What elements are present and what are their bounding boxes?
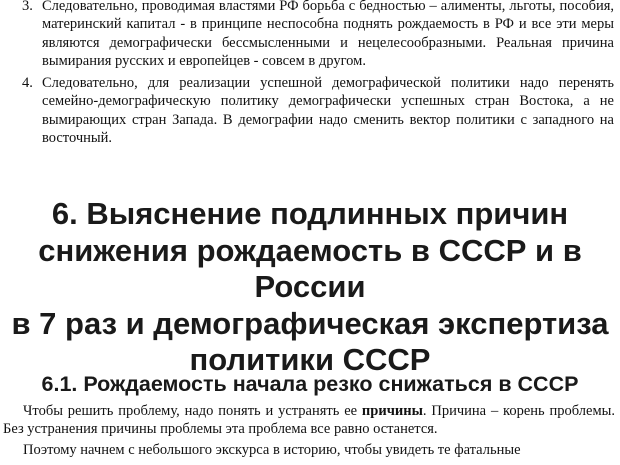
section-heading-line-2: снижения рождаемость в СССР и в России xyxy=(38,232,582,304)
section-heading-line-4: политики СССР xyxy=(189,342,431,377)
section-heading-line-1: 6. Выяснение подлинных причин xyxy=(51,196,569,231)
list-item-number: 3. xyxy=(22,0,33,14)
body-paragraph-2: Поэтому начнем с небольшого экскурса в историю, чтобы увидеть те фатальные xyxy=(23,442,521,458)
emphasized-word: причины xyxy=(361,403,423,419)
section-heading xyxy=(0,196,620,379)
subsection-heading: 6.1. Рождаемость начала резко снижаться в СССР xyxy=(41,372,579,396)
list-item-3 xyxy=(22,0,614,71)
list-item-4 xyxy=(22,74,614,148)
section-heading-line-3: в 7 раз и демографическая экспертиза xyxy=(11,305,609,341)
paragraph-text: Чтобы решить проблему, надо понять и устранять ее xyxy=(23,403,362,419)
paragraph-text: . Причина – корень проблемы. Без устранения причины проблемы эта проблема все равно останется. xyxy=(3,403,615,438)
list-item-text: Следовательно, для реализации успешной демографической политики надо перенять семейно-демографическую политику демографически успешных стран Востока, а не вымирающих стран Запада. В демографии надо сменить вектор политики с западного на восточный. xyxy=(42,75,614,147)
body-paragraph-1 xyxy=(3,402,615,439)
list-item-number: 4. xyxy=(22,75,33,91)
list-item-text: Следовательно, проводимая властями РФ борьба с бедностью – алименты, льготы, пособия, материнский капитал - в принципе неспособна поднять рождаемость в РФ и все эти меры являются демографически бессмысленными и нецелесообразными. Реальная причина вымирания русских и европейцев - совсем в другом. xyxy=(42,0,614,70)
